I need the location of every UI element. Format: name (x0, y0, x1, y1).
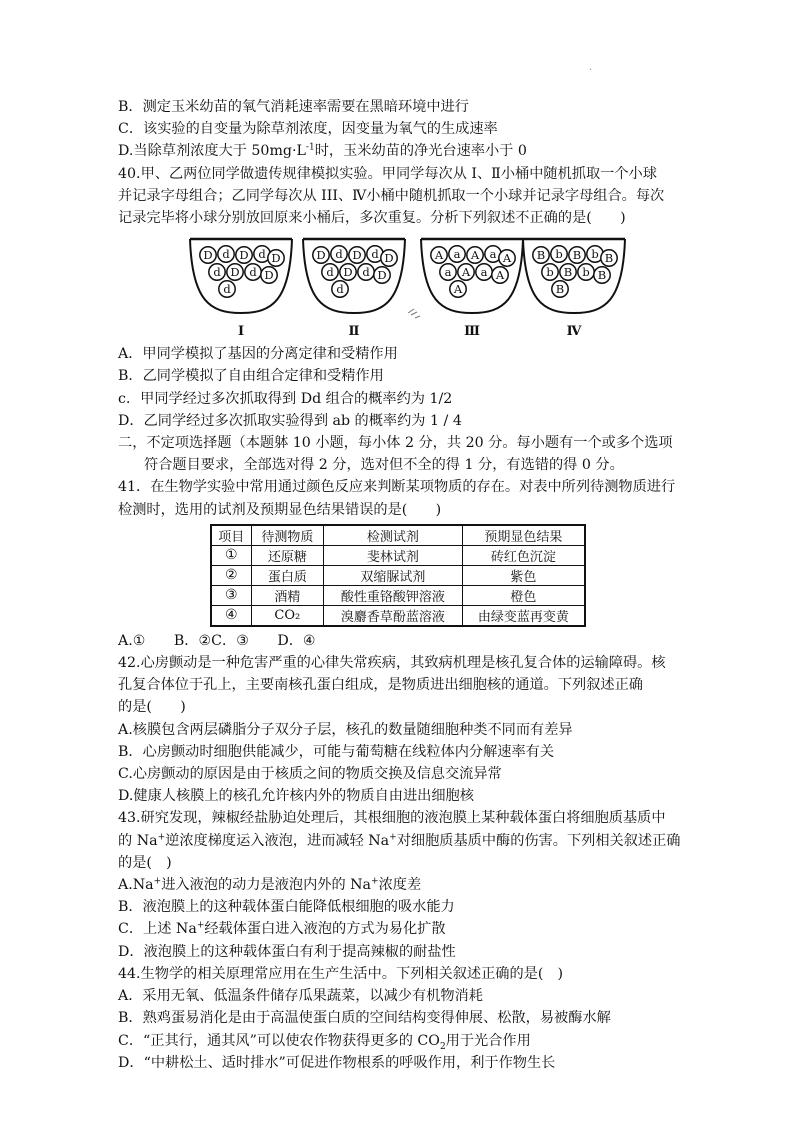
plus-superscript: + (196, 920, 205, 931)
ball-letter: D (343, 265, 353, 280)
table-row (211, 605, 585, 626)
ball-letter: a (489, 247, 497, 262)
plus-superscript: + (371, 876, 379, 887)
table-cell: 蛋白质 (251, 565, 324, 585)
ball (578, 264, 594, 280)
ball (552, 281, 568, 297)
ball-letter: B (563, 265, 573, 280)
q43-stem-line-1: 43.研究发现，辣椒经盐胁迫处理后，其根细胞的液泡膜上某种载体蛋白将细胞质基质中 (118, 810, 666, 827)
bucket (421, 239, 523, 339)
ball (492, 267, 508, 283)
ball (449, 246, 465, 262)
ball-letter: B (604, 251, 614, 266)
plus-superscript: + (157, 831, 166, 842)
ball-letter: D (316, 248, 326, 263)
q40-option-a: A．甲同学模拟了基因的分离定律和受精作用 (118, 346, 398, 363)
ball-letter: D (203, 248, 213, 263)
table-header-row (211, 525, 585, 546)
q42-option-d: D.健康人核膜上的核孔允许核内外的物质自由进出细胞核 (118, 788, 474, 805)
ball (551, 246, 567, 262)
ball (440, 264, 456, 280)
q42-option-c: C.心房颤动的原因是由于核质之间的物质交换及信息交流异常 (118, 766, 502, 783)
ball-letter: a (453, 247, 461, 262)
ball (467, 247, 483, 263)
q43-stem-2c: 对细胞质基质中酶的伤害。下列相关叙述正确 (396, 832, 681, 849)
ball (261, 267, 277, 283)
q43-c-1: C．上述 Na (118, 921, 197, 938)
ball-letter: D (230, 265, 240, 280)
q40-option-d: D．乙同学经过多次抓取实验得到 ab 的概率约为 1 / 4 (118, 412, 462, 429)
q43-stem-2b: 逆浓度梯度运入液泡，进而减轻 Na (165, 832, 390, 849)
ball (381, 250, 397, 266)
ball (601, 250, 617, 266)
ball-letter: A (461, 265, 471, 280)
ball-letter: D (239, 248, 249, 263)
ball-letter: A (502, 251, 512, 266)
q43-stem-line-2 (118, 830, 688, 852)
ball (313, 247, 329, 263)
table-cell: ② (211, 565, 251, 585)
ball-letter: D (352, 248, 362, 263)
q42-stem-line-1: 42.心房颤动是一种危害严重的心律失常疾病，其致病机理是核孔复合体的运输障碍。核 (118, 655, 666, 672)
ball-letter: B (597, 268, 607, 283)
table-cell: 酸性重铬酸钾溶液 (324, 585, 463, 605)
exam-page (118, 96, 688, 1074)
table-cell: 斐林试剂 (324, 545, 463, 565)
reagent-table-wrap (210, 524, 688, 627)
ball-letter: d (222, 247, 230, 262)
bucket (190, 239, 292, 339)
ball (450, 281, 466, 297)
bucket-label: Ⅲ (464, 324, 480, 340)
q43-a-3: 浓度差 (378, 877, 422, 894)
co2-subscript: 2 (439, 1041, 446, 1052)
ball (322, 264, 338, 280)
q43-c-2: 经载体蛋白进入液泡的方式为易化扩散 (204, 921, 446, 938)
plus-superscript: + (153, 876, 162, 887)
ball (594, 267, 610, 283)
q44-option-a: A．采用无氧、低温条件储存瓜果蔬菜，以减少有机物消耗 (118, 988, 483, 1005)
ball-letter: D (377, 268, 387, 283)
table-cell: 还原糖 (251, 545, 324, 565)
table-cell: 橙色 (462, 585, 585, 605)
ball-letter: A (470, 248, 480, 263)
ball-letter: d (335, 247, 343, 262)
table-cell: 溴麝香草酚蓝溶液 (324, 605, 463, 626)
ball-letter: b (582, 265, 590, 280)
table-cell: CO₂ (251, 605, 324, 626)
ball-letter: b (591, 247, 599, 262)
ball-letter: d (258, 247, 266, 262)
ball-letter: A (495, 268, 505, 283)
bucket (303, 239, 405, 339)
ball-letter: d (362, 265, 370, 280)
ball (349, 247, 365, 263)
table-cell: ① (211, 545, 251, 565)
ball-letter: a (480, 265, 488, 280)
ball (331, 246, 347, 262)
ball (268, 250, 284, 266)
q43-stem-line-3: 的是( ) (118, 854, 172, 871)
plus-superscript: + (389, 831, 397, 842)
reagent-table (210, 524, 586, 627)
ball-letter: b (555, 247, 563, 262)
ball-letter: D (264, 268, 274, 283)
ball-letter: A (434, 248, 444, 263)
ball-letter: B (555, 282, 565, 297)
table-cell: ④ (211, 605, 251, 626)
ball (569, 247, 585, 263)
q39-d-superscript: -1 (305, 142, 315, 153)
ball-letter: a (444, 265, 452, 280)
q44-option-b: B．熟鸡蛋易消化是由于高温使蛋白质的空间结构变得伸展、松散，易被酶水解 (118, 1010, 611, 1027)
table-cell: 由绿变蓝再变黄 (462, 605, 585, 626)
q43-option-a (118, 874, 688, 896)
ball (209, 264, 225, 280)
q40-stem-line-3: 记录完毕将小球分别放回原来小桶后，多次重复。分析下列叙述不正确的是( ) (118, 210, 626, 227)
q43-option-d: D．液泡膜上的这种载体蛋白有利于提高辣椒的耐盐性 (118, 943, 456, 960)
q43-a-1: A.Na (118, 877, 154, 894)
scribble-mark (408, 309, 420, 318)
ball (358, 264, 374, 280)
table-row (211, 545, 585, 565)
q44-c-2: 用于光合作用 (445, 1032, 531, 1049)
bucket-label: Ⅱ (348, 324, 360, 340)
q41-options: A.① B．②C．③ D．④ (118, 632, 316, 649)
ball (332, 281, 348, 297)
bucket-label: Ⅰ (237, 324, 245, 340)
ball (340, 264, 356, 280)
q44-c-1: C．“正其行，通其风”可以使农作物获得更多的 CO (118, 1032, 440, 1049)
ball (542, 264, 558, 280)
ball (218, 246, 234, 262)
q40-stem-line-1: 40.甲、乙两位同学做遗传规律模拟实验。甲同学每次从 I、Ⅱ小桶中随机抓取一个小球 (118, 165, 657, 182)
ball-letter: b (546, 265, 554, 280)
ball-letter: A (453, 282, 463, 297)
q44-option-c (118, 1030, 688, 1052)
ball-letter: d (326, 265, 334, 280)
q40-stem-line-2: 并记录字母组合；乙同学每次从 III、Ⅳ小桶中随机抓取一个小球并记录字母组合。每次 (118, 187, 665, 204)
bucket-diagram (118, 231, 688, 339)
q43-option-c (118, 918, 688, 940)
q39-d-text-1: D.当除草剂浓度大于 50mg·L (118, 143, 306, 160)
q42-option-a: A.核膜包含两层磷脂分子双分子层，核孔的数量随细胞种类不同而有差异 (118, 721, 573, 738)
bucket (523, 239, 625, 339)
ball (560, 264, 576, 280)
q42-stem-line-3: 的是( ) (118, 699, 186, 716)
ball (227, 264, 243, 280)
bucket-label: Ⅳ (566, 324, 582, 340)
q44-stem: 44.生物学的相关原理常应用在生产生活中。下列相关叙述正确的是( ) (118, 965, 564, 982)
ball-letter: d (213, 265, 221, 280)
q41-stem-line-1: 41．在生物学实验中常用通过颜色反应来判断某项物质的存在。对表中所列待测物质进行 (118, 479, 676, 496)
table-header-cell: 项目 (211, 525, 251, 546)
ball-letter: d (336, 282, 344, 297)
table-cell: ③ (211, 585, 251, 605)
section2-instruction-2: 符合题目要求，全部选对得 2 分，选对但不全的得 1 分，有选错的得 0 分。 (144, 457, 624, 474)
table-header-cell: 待测物质 (251, 525, 324, 546)
table-cell: 双缩脲试剂 (324, 565, 463, 585)
table-header-cell: 预期显色结果 (462, 525, 585, 546)
q40-option-b: B．乙同学模拟了自由组合定律和受精作用 (118, 368, 384, 385)
q43-stem-2a: 的 Na (118, 832, 158, 849)
q42-option-b: B．心房颤动时细胞供能减少，可能与葡萄糖在线粒体内分解速率有关 (118, 743, 555, 760)
ball-letter: d (371, 247, 379, 262)
ball (476, 264, 492, 280)
corner-mark: . (589, 62, 593, 73)
ball (219, 281, 235, 297)
ball (458, 264, 474, 280)
ball (200, 247, 216, 263)
ball (374, 267, 390, 283)
q43-option-b: B．液泡膜上的这种载体蛋白能降低根细胞的吸水能力 (118, 899, 455, 916)
ball (431, 247, 447, 263)
ball (236, 247, 252, 263)
table-row (211, 565, 585, 585)
ball-letter: D (271, 251, 281, 266)
section2-instruction-1: 二，不定项选择题（本题躰 10 小题，每小体 2 分，共 20 分。每小题有一个或多个选项 (118, 435, 673, 452)
table-cell: 砖红色沉淀 (462, 545, 585, 565)
ball-letter: B (572, 248, 582, 263)
q44-option-d: D．“中耕松土、适时排水”可促进作物根系的呼吸作用，利于作物生长 (118, 1054, 556, 1071)
bucket-diagram-svg (118, 231, 688, 339)
table-row (211, 585, 585, 605)
ball-letter: D (384, 251, 394, 266)
table-cell: 酒精 (251, 585, 324, 605)
ball-letter: B (536, 248, 546, 263)
table-header-cell: 检测试剂 (324, 525, 463, 546)
q39-option-b: B．测定玉米幼苗的氧气消耗速率需要在黑暗环境中进行 (118, 99, 469, 115)
q40-option-c: c．甲同学经过多次抓取得到 Dd 组合的概率约为 1/2 (118, 390, 453, 407)
ball (499, 250, 515, 266)
table-cell: 紫色 (462, 565, 585, 585)
ball (245, 264, 261, 280)
ball (533, 247, 549, 263)
q39-option-d (118, 140, 688, 162)
ball-letter: d (223, 282, 231, 297)
ball-letter: d (249, 265, 257, 280)
q39-option-c: C．该实验的自变量为除草剂浓度，因变量为氧气的生成速率 (118, 121, 498, 138)
q43-a-2: 进入液泡的动力是液泡内外的 Na (161, 877, 372, 894)
q41-stem-line-2: 检测时，选用的试剂及预期显色结果错误的是( ) (118, 501, 442, 518)
q42-stem-line-2: 孔复合体位于孔上，主要南核孔蛋白组成，是物质进出细胞核的通道。下列叙述正确 (118, 677, 643, 694)
q39-d-text-2: 时，玉米幼苗的净光台速率小于 0 (314, 143, 527, 160)
